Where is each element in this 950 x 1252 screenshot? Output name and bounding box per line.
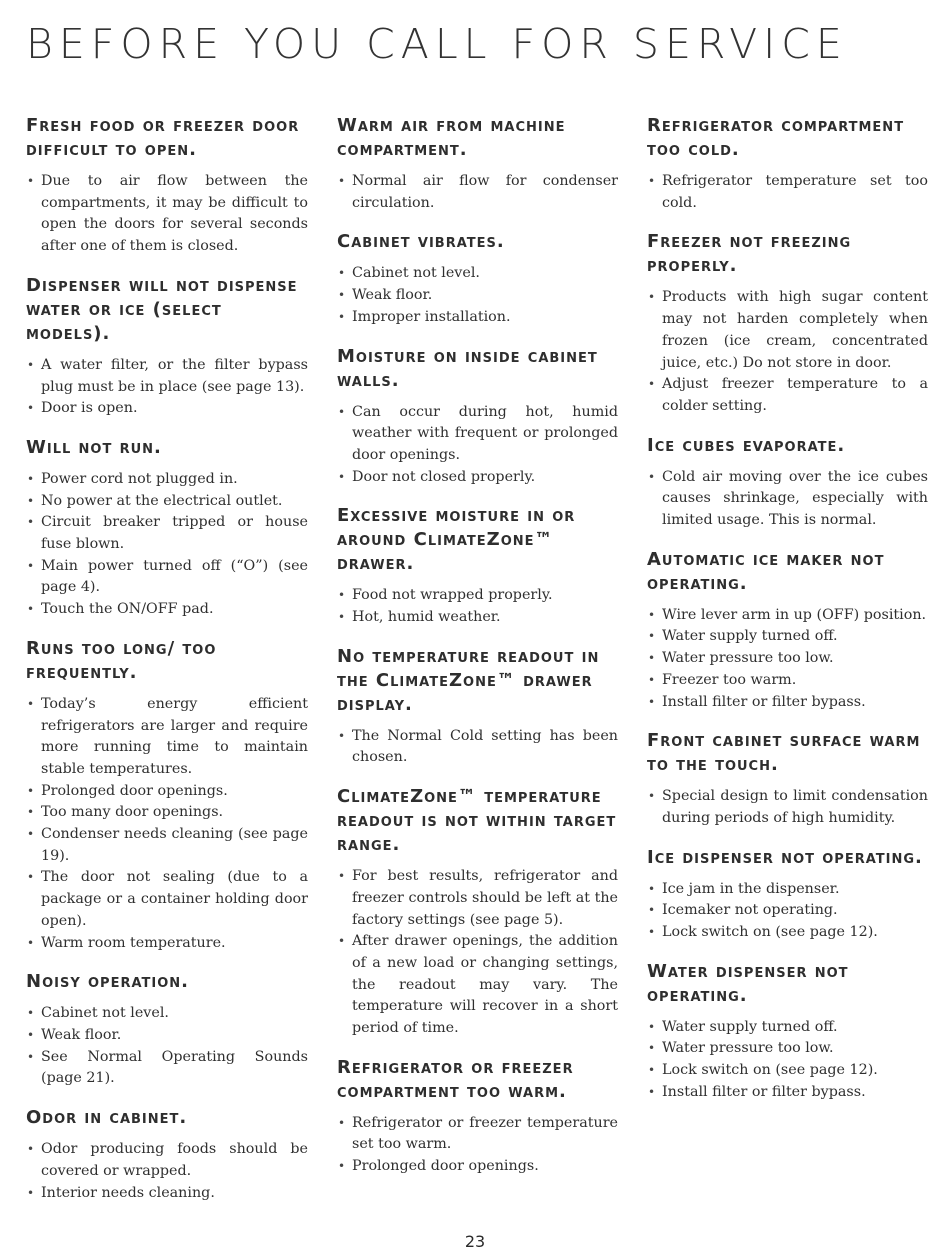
section-heading: Refrigerator compartment too cold. bbox=[647, 115, 905, 160]
list-item: • Water supply turned off. bbox=[647, 1017, 928, 1039]
section-heading: Excessive moisture in or around ClimateZone™ drawer. bbox=[337, 505, 576, 575]
section-heading: Runs too long/ too frequently. bbox=[26, 637, 217, 683]
list-item: • Power cord not plugged in. bbox=[26, 469, 308, 491]
list-item: • The door not sealing (due to a package or a container holding door open). bbox=[26, 867, 308, 932]
list-item: • See Normal Operating Sounds (page 21). bbox=[26, 1047, 308, 1090]
section-door-difficult bbox=[26, 114, 308, 258]
section-ice-maker bbox=[647, 548, 928, 714]
page-number: 23 bbox=[464, 1232, 486, 1251]
list-item: • Lock switch on (see page 12). bbox=[647, 922, 928, 944]
list-item: • Products with high sugar content may not harden completely when frozen (ice cream, concentrated juice, etc.) Do not store in door. bbox=[647, 287, 928, 374]
section-heading: Refrigerator or freezer compartment too warm. bbox=[337, 1056, 574, 1102]
list-item: • Door not closed properly. bbox=[337, 467, 618, 489]
list-item: • A water filter, or the filter bypass plug must be in place (see page 13). bbox=[26, 355, 308, 398]
section-heading: Front cabinet surface warm to the touch. bbox=[647, 730, 921, 776]
section-heading: Automatic ice maker not operating. bbox=[647, 548, 885, 594]
list-item: • For best results, refrigerator and freezer controls should be left at the factory settings (see page 5). bbox=[337, 866, 618, 931]
section-heading: Cabinet vibrates. bbox=[337, 231, 505, 253]
section-too-warm bbox=[337, 1056, 618, 1178]
section-ice-dispenser bbox=[647, 846, 928, 944]
section-dispenser bbox=[26, 274, 308, 420]
list-item: • Can occur during hot, humid weather with frequent or prolonged door openings. bbox=[337, 402, 618, 467]
list-item: • Water supply turned off. bbox=[647, 626, 928, 648]
list-item: • Weak floor. bbox=[26, 1025, 308, 1047]
section-heading: Water dispenser not operating. bbox=[647, 960, 849, 1006]
section-cabinet-vibrates bbox=[337, 230, 618, 328]
list-item: • Cold air moving over the ice cubes causes shrinkage, especially with limited usage. This is normal. bbox=[647, 467, 928, 532]
list-item: • Wire lever arm in up (OFF) position. bbox=[647, 605, 928, 627]
list-item: • Prolonged door openings. bbox=[337, 1156, 618, 1178]
list-item: • Install filter or filter bypass. bbox=[647, 692, 928, 714]
list-item: • Touch the ON/OFF pad. bbox=[26, 599, 308, 621]
column-1 bbox=[26, 114, 308, 1220]
column-3 bbox=[647, 114, 928, 1120]
section-heading: No temperature readout in the ClimateZone™ drawer display. bbox=[337, 645, 600, 715]
list-item: • Install filter or filter bypass. bbox=[647, 1082, 928, 1104]
section-heading: Odor in cabinet. bbox=[26, 1107, 188, 1129]
list-item: • Water pressure too low. bbox=[647, 648, 928, 670]
list-item: • Cabinet not level. bbox=[26, 1003, 308, 1025]
section-moisture-walls bbox=[337, 345, 618, 489]
section-runs-too-long bbox=[26, 637, 308, 954]
list-item: • Main power turned off (“O”) (see page 4). bbox=[26, 556, 308, 599]
section-heading: Dispenser will not dispense water or ice (select models). bbox=[26, 274, 298, 344]
list-item: • No power at the electrical outlet. bbox=[26, 491, 308, 513]
section-odor bbox=[26, 1106, 308, 1204]
section-noisy-operation bbox=[26, 970, 308, 1090]
section-ice-evaporate bbox=[647, 434, 928, 532]
section-heading: Moisture on inside cabinet walls. bbox=[337, 345, 598, 391]
list-item: • Today’s energy efficient refrigerators are larger and require more running time to maintain stable temperatures. bbox=[26, 694, 308, 781]
section-too-cold bbox=[647, 114, 928, 214]
list-item: • Food not wrapped properly. bbox=[337, 585, 618, 607]
page-title: BEFORE YOU CALL FOR SERVICE bbox=[26, 20, 848, 68]
section-freezer-not-freezing bbox=[647, 230, 928, 417]
list-item: • Cabinet not level. bbox=[337, 263, 618, 285]
list-item: • Odor producing foods should be covered or wrapped. bbox=[26, 1139, 308, 1182]
section-heading: Will not run. bbox=[26, 436, 162, 458]
list-item: • Refrigerator or freezer temperature set too warm. bbox=[337, 1113, 618, 1156]
section-no-readout bbox=[337, 645, 618, 769]
section-heading: Fresh food or freezer door difficult to open. bbox=[26, 115, 300, 160]
list-item: • Special design to limit condensation during periods of high humidity. bbox=[647, 786, 928, 829]
section-heading: Freezer not freezing properly. bbox=[647, 231, 852, 277]
section-front-surface bbox=[647, 729, 928, 829]
section-warm-air bbox=[337, 114, 618, 214]
list-item: • Normal air flow for condenser circulation. bbox=[337, 171, 618, 214]
section-heading: ClimateZone™ temperature readout is not within target range. bbox=[337, 786, 617, 856]
list-item: • After drawer openings, the addition of a new load or changing settings, the readout may vary. The temperature will recover in a short period of time. bbox=[337, 931, 618, 1040]
section-heading: Ice dispenser not operating. bbox=[647, 846, 923, 868]
list-item: • Hot, humid weather. bbox=[337, 607, 618, 629]
list-item: • Water pressure too low. bbox=[647, 1038, 928, 1060]
list-item: • Interior needs cleaning. bbox=[26, 1183, 308, 1205]
list-item: • Due to air flow between the compartments, it may be difficult to open the doors for several seconds after one of them is closed. bbox=[26, 171, 308, 258]
list-item: • Icemaker not operating. bbox=[647, 900, 928, 922]
section-will-not-run bbox=[26, 436, 308, 621]
section-excessive-moisture bbox=[337, 504, 618, 628]
list-item: • Lock switch on (see page 12). bbox=[647, 1060, 928, 1082]
list-item: • Warm room temperature. bbox=[26, 933, 308, 955]
list-item: • Condenser needs cleaning (see page 19). bbox=[26, 824, 308, 867]
list-item: • Adjust freezer temperature to a colder setting. bbox=[647, 374, 928, 417]
section-heading: Noisy operation. bbox=[26, 971, 189, 993]
list-item: • The Normal Cold setting has been chosen. bbox=[337, 726, 618, 769]
section-water-dispenser bbox=[647, 960, 928, 1104]
column-2 bbox=[337, 114, 618, 1194]
list-item: • Circuit breaker tripped or house fuse blown. bbox=[26, 512, 308, 555]
list-item: • Door is open. bbox=[26, 398, 308, 420]
list-item: • Refrigerator temperature set too cold. bbox=[647, 171, 928, 214]
section-readout-range bbox=[337, 785, 618, 1040]
list-item: • Ice jam in the dispenser. bbox=[647, 879, 928, 901]
list-item: • Prolonged door openings. bbox=[26, 781, 308, 803]
list-item: • Weak floor. bbox=[337, 285, 618, 307]
section-heading: Warm air from machine compartment. bbox=[337, 115, 566, 160]
list-item: • Freezer too warm. bbox=[647, 670, 928, 692]
section-heading: Ice cubes evaporate. bbox=[647, 434, 846, 456]
list-item: • Improper installation. bbox=[337, 307, 618, 329]
list-item: • Too many door openings. bbox=[26, 802, 308, 824]
